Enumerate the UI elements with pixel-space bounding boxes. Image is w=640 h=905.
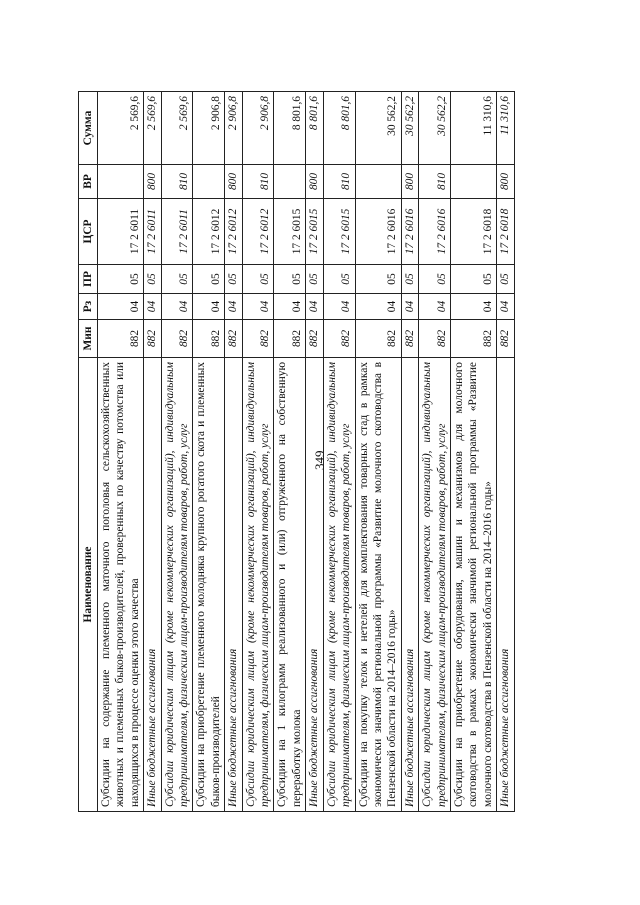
cell-name: Субсидии юридическим лицам (кроме некоммерческих организаций), индивидуальным предпринимателям, физическим лицам-производителям товаров, работ, услуг: [419, 358, 451, 812]
cell-name: Субсидии на приобретение оборудования, машин и механизмов для молочного скотоводства в рамках экономически значимой региональной программы «Развитие молочного скотоводства в Пензенской области на 2014–2016 годы»: [450, 358, 496, 812]
cell-min: 882: [323, 320, 355, 358]
header-rz: Рз: [79, 294, 98, 320]
cell-min: 882: [497, 320, 514, 358]
cell-sum: 2 569,6: [144, 92, 161, 165]
cell-sum: 2 569,6: [161, 92, 193, 165]
cell-sum: 30 562,2: [419, 92, 451, 165]
cell-min: 882: [98, 320, 144, 358]
cell-min: 882: [193, 320, 225, 358]
header-pr: ПР: [79, 265, 98, 294]
cell-csr: 17 2 6016: [401, 199, 418, 265]
cell-name: Субсидии на 1 килограмм реализованного и (или) отгруженного на собственную переработку молока: [274, 358, 306, 812]
header-min: Мин: [79, 320, 98, 358]
cell-vr: [450, 165, 496, 199]
cell-min: 882: [401, 320, 418, 358]
cell-rz: 04: [323, 294, 355, 320]
cell-rz: 04: [225, 294, 242, 320]
cell-csr: 17 2 6018: [450, 199, 496, 265]
table-row: [274, 92, 306, 812]
cell-name: Иные бюджетные ассигнования: [306, 358, 323, 812]
table-row: [306, 92, 323, 812]
cell-min: 882: [450, 320, 496, 358]
cell-pr: 05: [306, 265, 323, 294]
table-row: [419, 92, 451, 812]
cell-csr: 17 2 6011: [161, 199, 193, 265]
cell-min: 882: [242, 320, 274, 358]
cell-csr: 17 2 6012: [242, 199, 274, 265]
header-csr: ЦСР: [79, 199, 98, 265]
table-row: [225, 92, 242, 812]
table-row: [193, 92, 225, 812]
cell-rz: 04: [193, 294, 225, 320]
cell-sum: 2 569,6: [98, 92, 144, 165]
cell-pr: 05: [98, 265, 144, 294]
cell-vr: [98, 165, 144, 199]
cell-name: Субсидии на покупку телок и нетелей для комплектования товарных стад в рамках экономически значимой региональной программы «Развитие молочного скотоводства в Пензенской области на 2014–2016 годы»: [355, 358, 401, 812]
table-row: [497, 92, 514, 812]
table-row: [323, 92, 355, 812]
cell-name: Субсидии юридическим лицам (кроме некоммерческих организаций), индивидуальным предпринимателям, физическим лицам-производителям товаров, работ, услуг: [242, 358, 274, 812]
cell-vr: [274, 165, 306, 199]
cell-pr: 05: [450, 265, 496, 294]
table-row: [98, 92, 144, 812]
cell-vr: 800: [401, 165, 418, 199]
header-name: Наименование: [79, 358, 98, 812]
header-sum: Сумма: [79, 92, 98, 165]
cell-pr: 05: [144, 265, 161, 294]
cell-pr: 05: [242, 265, 274, 294]
cell-min: 882: [225, 320, 242, 358]
cell-min: 882: [306, 320, 323, 358]
cell-vr: 810: [419, 165, 451, 199]
page-number: 349: [312, 450, 327, 470]
cell-csr: 17 2 6018: [497, 199, 514, 265]
cell-pr: 05: [193, 265, 225, 294]
cell-vr: 810: [161, 165, 193, 199]
cell-name: Субсидии на приобретение племенного молодняка крупного рогатого скота и племенных быков-производителей: [193, 358, 225, 812]
cell-rz: 04: [144, 294, 161, 320]
cell-sum: 30 562,2: [355, 92, 401, 165]
cell-min: 882: [144, 320, 161, 358]
cell-pr: 05: [323, 265, 355, 294]
cell-csr: 17 2 6015: [306, 199, 323, 265]
cell-name: Иные бюджетные ассигнования: [497, 358, 514, 812]
table-row: [401, 92, 418, 812]
cell-name: Субсидии юридическим лицам (кроме некоммерческих организаций), индивидуальным предпринимателям, физическим лицам-производителям товаров, работ, услуг: [161, 358, 193, 812]
cell-rz: 04: [306, 294, 323, 320]
cell-vr: 800: [306, 165, 323, 199]
header-row: [79, 92, 98, 812]
cell-pr: 05: [355, 265, 401, 294]
table-body: [98, 92, 515, 812]
cell-vr: [193, 165, 225, 199]
cell-pr: 05: [274, 265, 306, 294]
cell-sum: 2 906,8: [193, 92, 225, 165]
cell-csr: 17 2 6012: [225, 199, 242, 265]
cell-vr: 810: [323, 165, 355, 199]
cell-sum: 30 562,2: [401, 92, 418, 165]
rotated-page-content: [78, 92, 598, 812]
cell-sum: 8 801,6: [306, 92, 323, 165]
table-row: [450, 92, 496, 812]
cell-csr: 17 2 6015: [323, 199, 355, 265]
cell-csr: 17 2 6016: [419, 199, 451, 265]
cell-sum: 11 310,6: [450, 92, 496, 165]
cell-pr: 05: [225, 265, 242, 294]
cell-min: 882: [161, 320, 193, 358]
table-row: [161, 92, 193, 812]
cell-pr: 05: [497, 265, 514, 294]
table-row: [242, 92, 274, 812]
cell-sum: 2 906,8: [242, 92, 274, 165]
cell-rz: 04: [401, 294, 418, 320]
cell-vr: 800: [144, 165, 161, 199]
cell-name: Иные бюджетные ассигнования: [144, 358, 161, 812]
cell-rz: 04: [450, 294, 496, 320]
cell-vr: 810: [242, 165, 274, 199]
cell-rz: 04: [355, 294, 401, 320]
cell-rz: 04: [497, 294, 514, 320]
cell-sum: 8 801,6: [323, 92, 355, 165]
cell-pr: 05: [161, 265, 193, 294]
cell-csr: 17 2 6011: [144, 199, 161, 265]
header-vr: ВР: [79, 165, 98, 199]
cell-rz: 04: [98, 294, 144, 320]
cell-rz: 04: [419, 294, 451, 320]
cell-sum: 2 906,8: [225, 92, 242, 165]
cell-pr: 05: [419, 265, 451, 294]
budget-table: [78, 91, 515, 812]
cell-name: Субсидии на содержание племенного маточного поголовья сельскохозяйственных животных и племенных быков-производителей, проверенных по качеству потомства или находящихся в процессе оценки этого качества: [98, 358, 144, 812]
cell-min: 882: [274, 320, 306, 358]
cell-rz: 04: [161, 294, 193, 320]
cell-name: Иные бюджетные ассигнования: [225, 358, 242, 812]
cell-min: 882: [419, 320, 451, 358]
cell-csr: 17 2 6016: [355, 199, 401, 265]
cell-sum: 11 310,6: [497, 92, 514, 165]
table-row: [144, 92, 161, 812]
cell-csr: 17 2 6012: [193, 199, 225, 265]
cell-rz: 04: [274, 294, 306, 320]
cell-rz: 04: [242, 294, 274, 320]
cell-vr: [355, 165, 401, 199]
cell-name: Субсидии юридическим лицам (кроме некоммерческих организаций), индивидуальным предпринимателям, физическим лицам-производителям товаров, работ, услуг: [323, 358, 355, 812]
cell-vr: 800: [225, 165, 242, 199]
cell-csr: 17 2 6011: [98, 199, 144, 265]
cell-csr: 17 2 6015: [274, 199, 306, 265]
cell-vr: 800: [497, 165, 514, 199]
cell-name: Иные бюджетные ассигнования: [401, 358, 418, 812]
cell-min: 882: [355, 320, 401, 358]
cell-sum: 8 801,6: [274, 92, 306, 165]
cell-pr: 05: [401, 265, 418, 294]
table-row: [355, 92, 401, 812]
